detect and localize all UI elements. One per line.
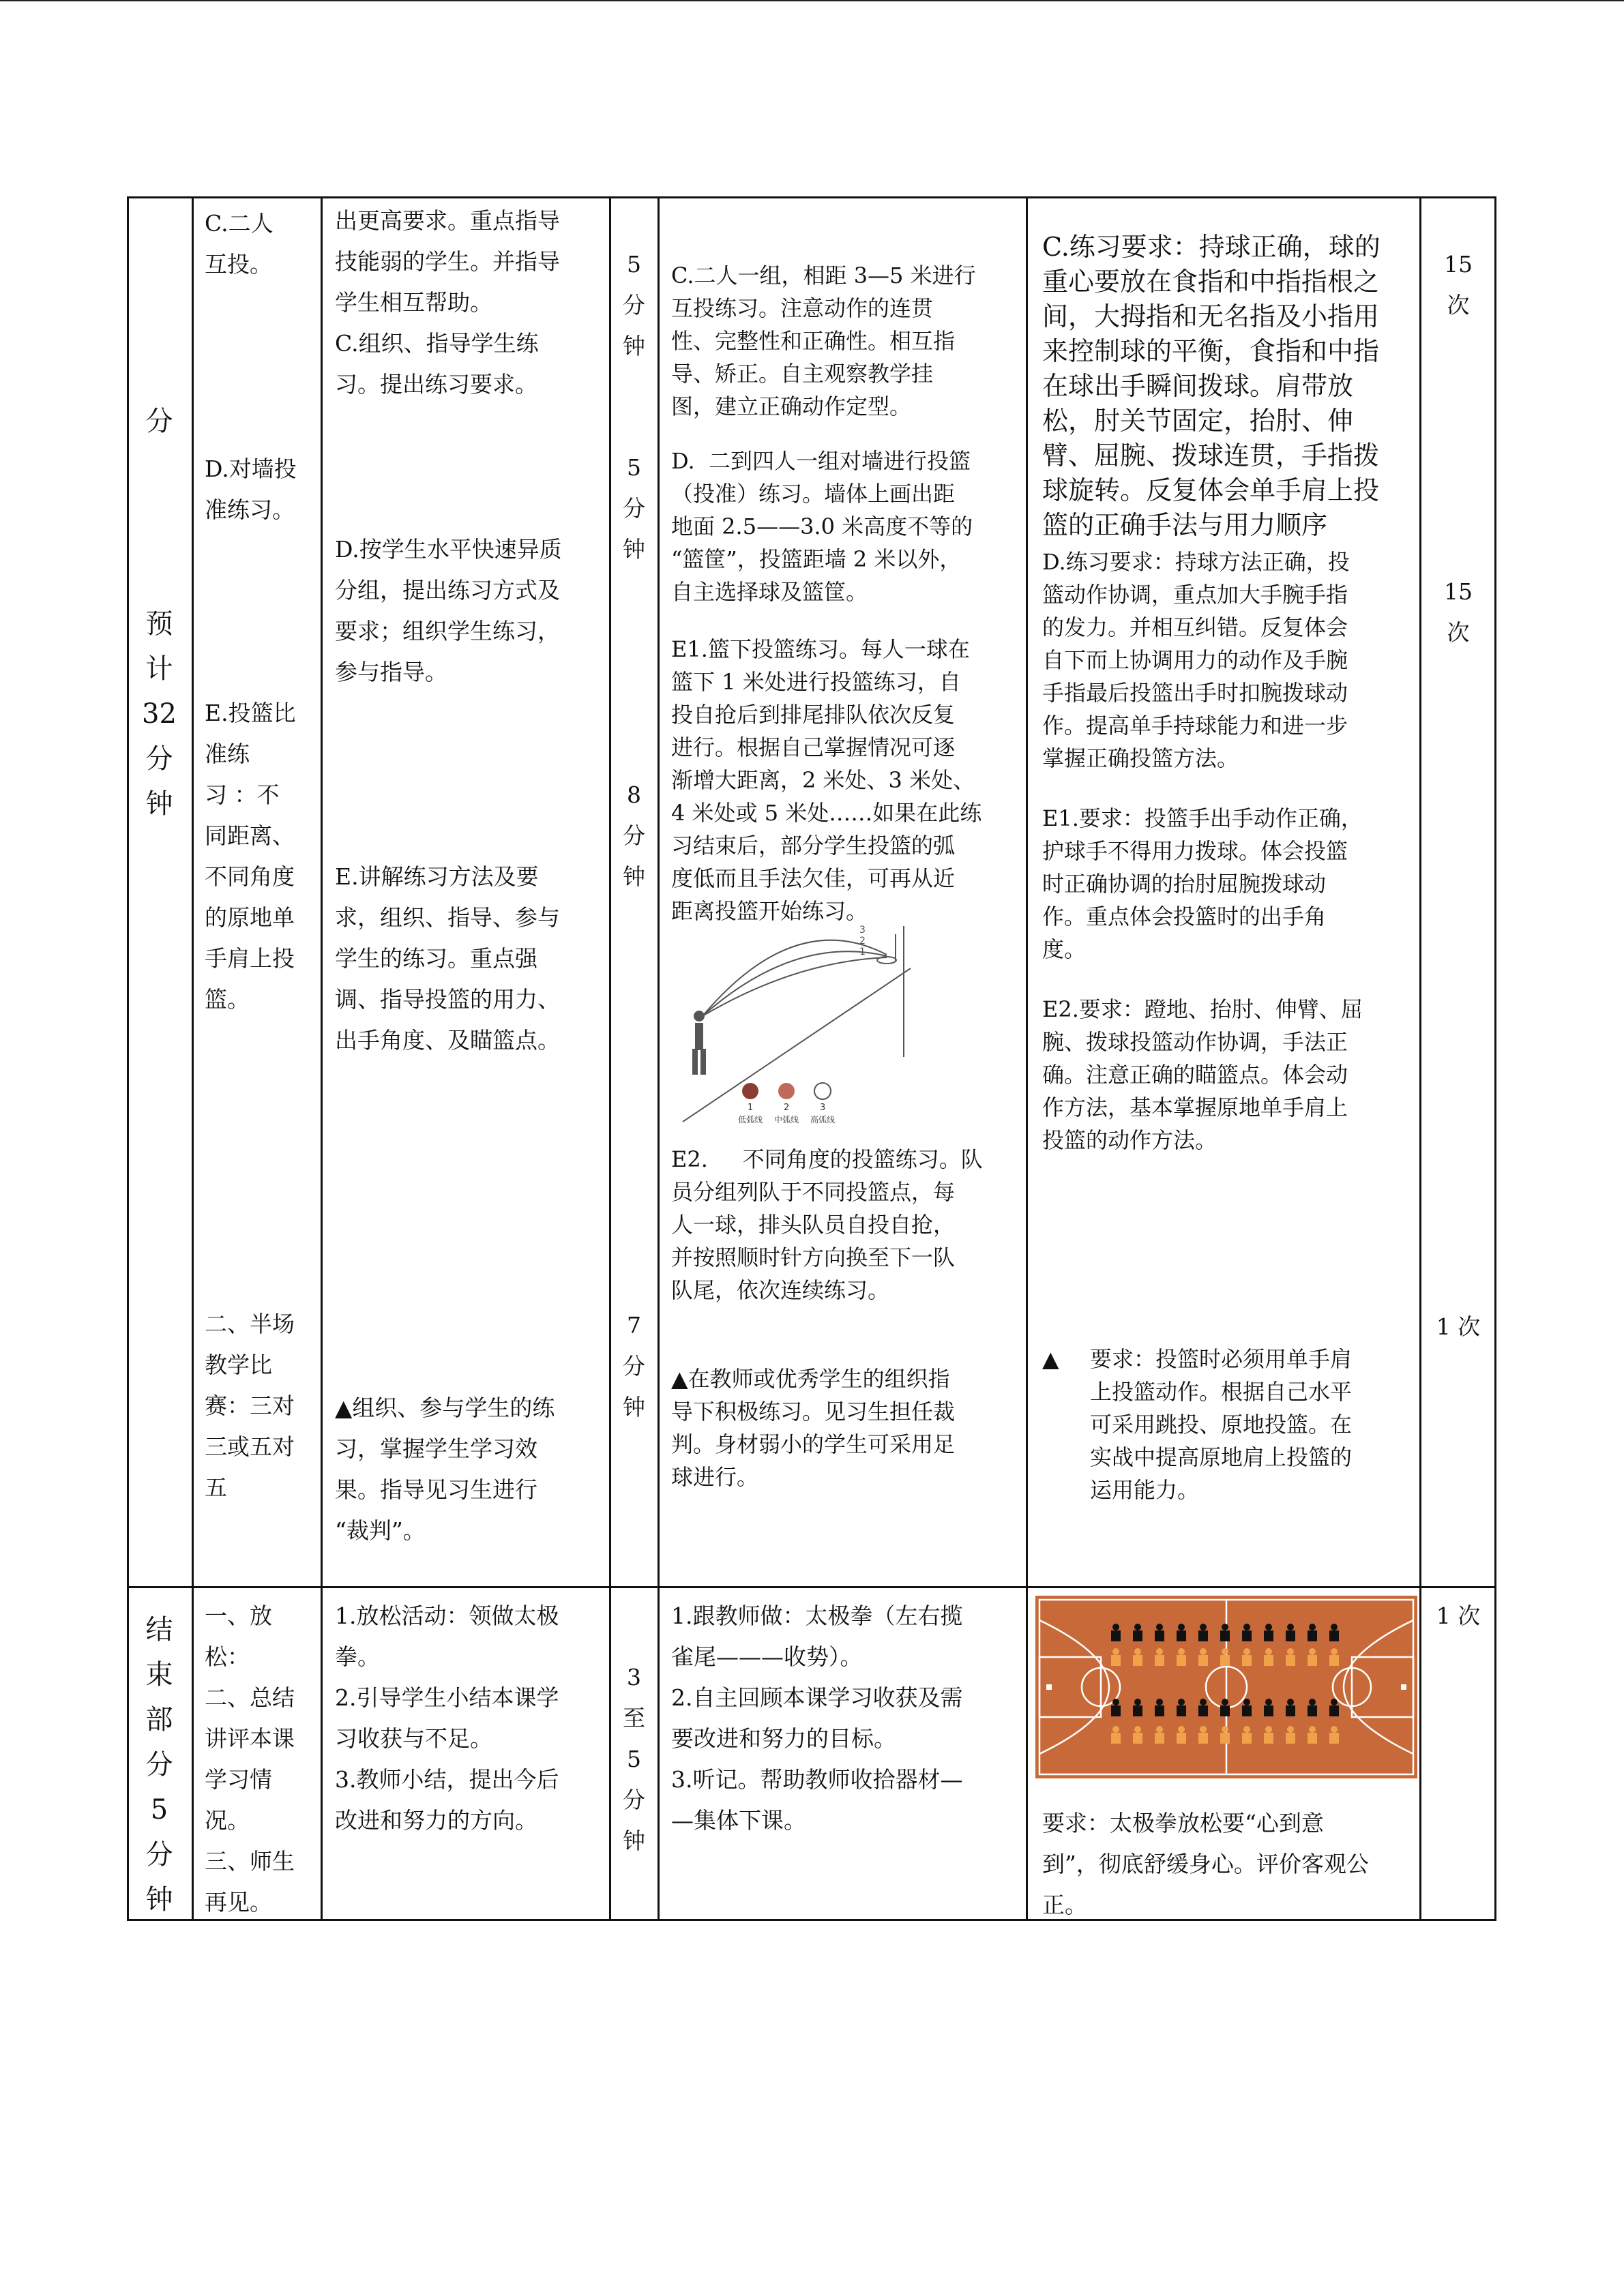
- count-game: 1 次: [1436, 1313, 1481, 1340]
- item-c-content: C.二人 互投。: [205, 210, 274, 278]
- student-e2-text: E2. 不同角度的投篮练习。队 员分组列队于不同投篮点，每 人一球，排头队员自投自抢， 并按照顺时针方向换至下一队 队尾，依次连续练习。: [671, 1146, 983, 1303]
- teacher-c-text: 出更高要求。重点指导 技能弱的学生。并指导 学生相互帮助。 C.组织、指导学生练 习。提出练习要求。: [335, 207, 560, 398]
- shooter-figure: [692, 1011, 706, 1075]
- item-d-content: D.对墙投 准练习。: [205, 456, 297, 523]
- student-e1-text: E1.篮下投篮练习。每人一球在 篮下 1 米处进行投篮练习，自 投自抢后到排尾排队依次反复 进行。根据自己掌握情况可逐 渐增大距离，2 米处、3 米处、 4 米处或 5 米处……如果在此练 习结束后，部分学生投篮的弧 度低而且手法欠佳，可再从近 距离投篮开始练习。: [671, 636, 982, 924]
- table-border-right: [1494, 196, 1496, 1921]
- time-game: 7 分 钟: [623, 1312, 645, 1420]
- col-divider-5: [1026, 196, 1028, 1921]
- left-hoop-icon: [1046, 1684, 1052, 1690]
- mid-arc: [703, 951, 887, 1016]
- legend-number-3: 3: [820, 1103, 826, 1113]
- end-student: 1.跟教师做：太极拳（左右揽 雀尾———收势）。 2.自主回顾本课学习收获及需 要改进和努力的目标。 3.听记。帮助教师收拾器材— —集体下课。: [671, 1602, 963, 1834]
- item-e-content: E.投篮比 准练 习 ：不 同距离、 不同角度 的原地单 手肩上投 篮。: [205, 700, 296, 1013]
- time-d: 5 分 钟: [623, 454, 645, 563]
- legend-high-arc: 高弧线: [810, 1115, 836, 1124]
- count-c: 15 次: [1444, 251, 1473, 318]
- floor-line: [683, 968, 911, 1122]
- end-content: 一、放 松： 二、总结 讲评本课 学习情 况。 三、师生 再见。: [205, 1602, 295, 1915]
- arc-number-3: 3: [859, 925, 866, 936]
- student-c-text: C.二人一组，相距 3—5 米进行 互投练习。注意动作的连贯 性、完整性和正确性。相互指 导、矫正。自主观察教学挂 图，建立正确动作定型。: [671, 263, 976, 419]
- teacher-game-text: ▲组织、参与学生的练 习，掌握学生学习效 果。指导见习生进行 “裁判”。: [335, 1395, 555, 1544]
- req-e2-text: E2.要求：蹬地、抬肘、伸臂、屈 腕、拨球投篮动作协调，手法正 确。注意正确的瞄篮点。体会动 作方法，基本掌握原地单手肩上 投篮的动作方法。: [1042, 996, 1363, 1153]
- time-e: 8 分 钟: [623, 781, 645, 890]
- req-c-text: C.练习要求：持球正确，球的 重心要放在食指和中指指根之 间，大拇指和无名指及小指用 来控制球的平衡，食指和中指 在球出手瞬间拨球。肩带放 松，肘关节固定，抬肘、伸 臂、屈腕、拨球连贯，手指拨 球旋转。反复体会单手肩上投 篮的正确手法与用力顺序: [1042, 232, 1381, 540]
- col-divider-6: [1419, 196, 1421, 1921]
- legend-mid-arc: 中弧线: [774, 1115, 799, 1124]
- count-end: 1 次: [1436, 1602, 1481, 1629]
- stage-label-main: 预 计 32 分 钟: [142, 608, 177, 820]
- legend-number-1: 1: [748, 1103, 754, 1113]
- ball-legend: [738, 1083, 835, 1124]
- req-e1-text: E1.要求：投篮手出手动作正确， 护球手不得用力拨球。体会投篮 时正确协调的抬肘屈腕拨球动 作。重点体会投篮时的出手角 度。: [1042, 805, 1363, 962]
- count-d: 15 次: [1444, 578, 1473, 646]
- low-arc-ball-icon: [742, 1083, 758, 1099]
- arc-number-1: 1: [859, 946, 866, 957]
- req-d-text: D.练习要求：持球方法正确，投 篮动作协调，重点加大手腕手指 的发力。并相互纠错。反复体会 自下而上协调用力的动作及手腕 手指最后投篮出手时扣腕拨球动 作。提高单手持球能力和进一步 掌握正确投篮方法。: [1042, 549, 1350, 771]
- col-divider-1: [192, 196, 194, 1921]
- arc-number-2: 2: [859, 936, 866, 946]
- student-game-text: ▲在教师或优秀学生的组织指 导下积极练习。见习生担任裁 判。身材弱小的学生可采用足 球进行。: [671, 1366, 956, 1490]
- end-requirement: 要求：太极拳放松要“心到意 到”，彻底舒缓身心。评价客观公 正。: [1042, 1810, 1369, 1918]
- mid-arc-ball-icon: [778, 1083, 795, 1099]
- legend-number-2: 2: [784, 1103, 790, 1113]
- req-game-text: 要求：投篮时必须用单手肩 上投篮动作。根据自己水平 可采用跳投、原地投篮。在 实战中提高原地肩上投篮的 运用能力。: [1090, 1346, 1353, 1503]
- basketball-court-diagram: [1035, 1596, 1417, 1778]
- legend-low-arc: 低弧线: [738, 1115, 763, 1124]
- shooting-arc-figure: [679, 921, 914, 1132]
- row-divider: [127, 1586, 1496, 1588]
- col-divider-2: [321, 196, 323, 1921]
- high-arc-ball-icon: [814, 1083, 831, 1099]
- item-game-content: 二、半场 教学比 赛：三对 三或五对 五: [205, 1311, 295, 1501]
- end-teacher: 1.放松活动：领做太极 拳。 2.引导学生小结本课学 习收获与不足。 3.教师小结，提出今后 改进和努力的方向。: [335, 1602, 559, 1834]
- page-top-border: [0, 0, 1624, 1]
- end-time: 3 至 5 分 钟: [623, 1664, 645, 1854]
- time-c: 5 分 钟: [623, 251, 645, 359]
- req-game-mark: ▲: [1042, 1346, 1059, 1372]
- teacher-d-text: D.按学生水平快速异质 分组，提出练习方式及 要求；组织学生练习， 参与指导。: [335, 536, 562, 685]
- table-border-top: [127, 196, 1496, 198]
- stage-label-top: 分: [145, 406, 173, 437]
- student-d-text: D. 二到四人一组对墙进行投篮 （投准）练习。墙体上画出距 地面 2.5——3.0 米高度不等的 “篮筐”，投篮距墙 2 米以外， 自主选择球及篮筐。: [671, 448, 973, 605]
- right-hoop-icon: [1401, 1684, 1406, 1690]
- end-stage-label: 结 束 部 分 5 分 钟: [145, 1614, 173, 1915]
- teacher-e-text: E.讲解练习方法及要 求，组织、指导、参与 学生的练习。重点强 调、指导投篮的用力、 出手角度、及瞄篮点。: [335, 863, 560, 1054]
